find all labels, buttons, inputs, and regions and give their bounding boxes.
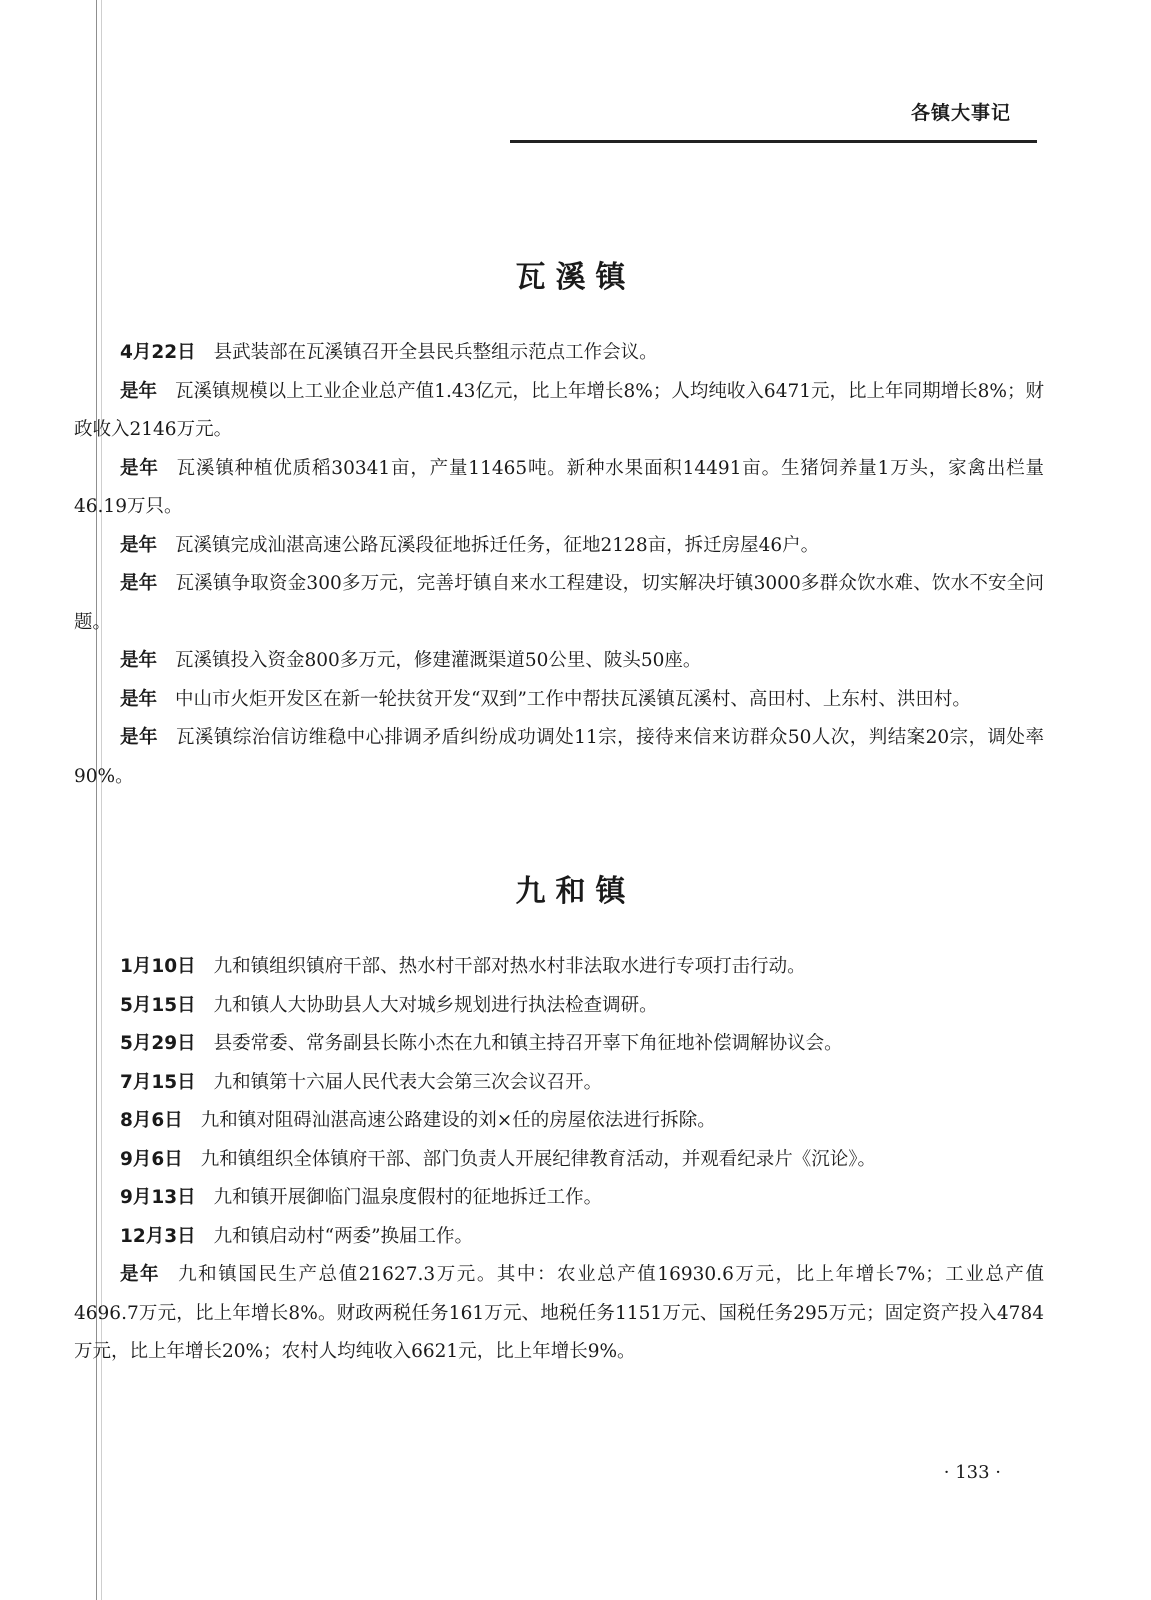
entry-date: 5月15日 <box>120 994 196 1016</box>
entry <box>74 565 1044 642</box>
entry-date: 9月13日 <box>120 1187 196 1208</box>
entry <box>74 1102 1044 1141</box>
entry-text: 县委常委、常务副县长陈小杰在九和镇主持召开辜下角征地补偿调解协议会。 <box>213 1033 843 1054</box>
entry-date: 是年 <box>120 380 158 402</box>
entry <box>74 1064 1044 1103</box>
page-number: · 133 · <box>943 1462 1001 1483</box>
entry-date: 7月15日 <box>120 1071 196 1093</box>
entry-date: 12月3日 <box>120 1225 196 1247</box>
entry-text: 九和镇组织镇府干部、热水村干部对热水村非法取水进行专项打击行动。 <box>213 956 806 977</box>
entry-date: 是年 <box>120 457 159 479</box>
entry-date: 8月6日 <box>120 1110 183 1131</box>
entry <box>74 334 1044 373</box>
entry-date: 9月6日 <box>120 1148 183 1170</box>
entry <box>74 1179 1044 1218</box>
entry <box>74 373 1044 450</box>
entry <box>74 450 1044 527</box>
entry <box>74 642 1044 681</box>
entry <box>74 681 1044 720</box>
entry-text: 中山市火炬开发区在新一轮扶贫开发“双到”工作中帮扶瓦溪镇瓦溪村、高田村、上东村、洪田村。 <box>175 688 971 710</box>
entry <box>74 948 1044 987</box>
entry-text: 瓦溪镇综治信访维稳中心排调矛盾纠纷成功调处11宗，接待来信来访群众50人次，判结案20宗，调处率90%。 <box>74 727 1044 787</box>
entry-date: 4月22日 <box>120 342 196 363</box>
section-entries-jiuhe <box>74 948 1044 1372</box>
entry-date: 是年 <box>120 1264 161 1285</box>
entry <box>74 1256 1044 1372</box>
entry-text: 九和镇组织全体镇府干部、部门负责人开展纪律教育活动，并观看纪录片《沉论》。 <box>200 1148 877 1170</box>
entry-date: 是年 <box>120 650 158 671</box>
entry-date: 5月29日 <box>120 1033 196 1054</box>
entry-text: 九和镇第十六届人民代表大会第三次会议召开。 <box>213 1071 603 1093</box>
entry-text: 瓦溪镇完成汕湛高速公路瓦溪段征地拆迁任务，征地2128亩，拆迁房屋46户。 <box>175 534 820 556</box>
entry-text: 县武装部在瓦溪镇召开全县民兵整组示范点工作会议。 <box>213 342 658 363</box>
entry-text: 瓦溪镇规模以上工业企业总产值1.43亿元，比上年增长8%；人均纯收入6471元，比上年同期增长8%；财政收入2146万元。 <box>74 380 1044 440</box>
running-header-title: 各镇大事记 <box>910 102 1011 124</box>
section-title-waxi: 瓦溪镇 <box>515 260 636 295</box>
entry-text: 九和镇国民生产总值21627.3万元。其中：农业总产值16930.6万元，比上年增长7%；工业总产值4696.7万元，比上年增长8%。财政两税任务161万元、地税任务1151万元、国税任务295万元；固定资产投入4784万元，比上年增长20%；农村人均纯收入6621元，比上年增长9%。 <box>74 1264 1044 1362</box>
entry <box>74 1025 1044 1064</box>
section-entries-waxi <box>74 334 1044 796</box>
entry <box>74 719 1044 796</box>
entry-text: 九和镇对阻碍汕湛高速公路建设的刘×任的房屋依法进行拆除。 <box>200 1110 716 1131</box>
entry-date: 是年 <box>120 727 158 748</box>
entry-text: 九和镇启动村“两委”换届工作。 <box>213 1225 474 1247</box>
entry <box>74 1141 1044 1180</box>
entry-date: 1月10日 <box>120 956 196 977</box>
entry-text: 瓦溪镇投入资金800多万元，修建灌溉渠道50公里、陂头50座。 <box>175 650 702 671</box>
entry <box>74 987 1044 1026</box>
entry-date: 是年 <box>120 573 158 594</box>
entry-text: 九和镇人大协助县人大对城乡规划进行执法检查调研。 <box>213 994 658 1016</box>
entry-text: 九和镇开展御临门温泉度假村的征地拆迁工作。 <box>213 1187 603 1208</box>
entry <box>74 1218 1044 1257</box>
entry <box>74 527 1044 566</box>
header-rule <box>510 140 1037 143</box>
entry-text: 瓦溪镇争取资金300多万元，完善圩镇自来水工程建设，切实解决圩镇3000多群众饮水难、饮水不安全问题。 <box>74 573 1044 633</box>
section-title-jiuhe: 九和镇 <box>515 874 636 909</box>
entry-date: 是年 <box>120 688 158 710</box>
entry-text: 瓦溪镇种植优质稻30341亩，产量11465吨。新种水果面积14491亩。生猪饲养量1万头，家禽出栏量46.19万只。 <box>74 457 1044 517</box>
entry-date: 是年 <box>120 534 158 556</box>
